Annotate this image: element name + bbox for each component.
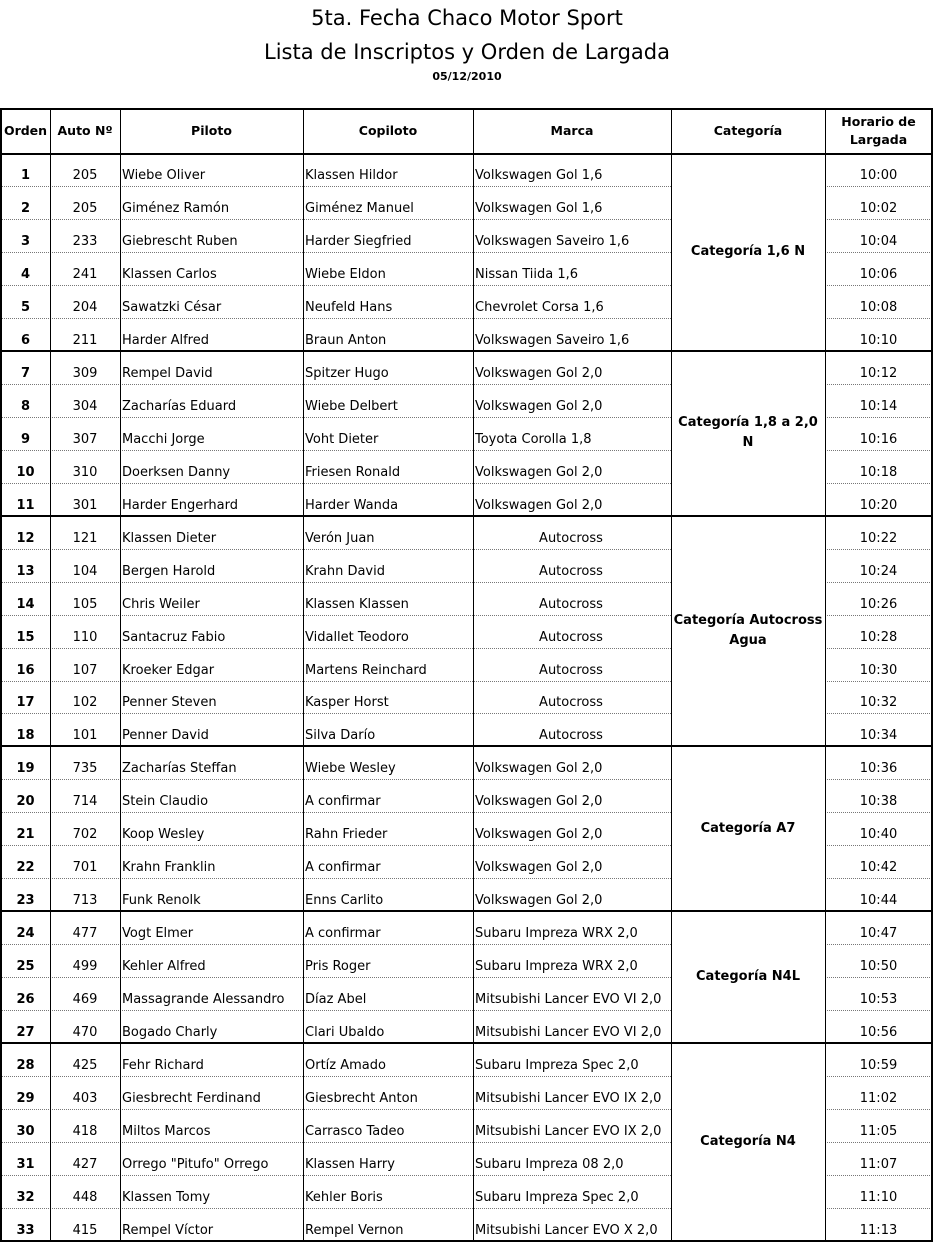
piloto-cell: Chris Weiler: [122, 596, 200, 612]
orden-cell: 2: [20, 200, 31, 216]
column-divider: [50, 108, 51, 1242]
row-divider: [825, 483, 932, 484]
piloto-cell: Rempel David: [122, 365, 213, 381]
auto-cell: 310: [72, 464, 98, 480]
orden-cell: 4: [20, 266, 31, 282]
auto-cell: 102: [72, 695, 98, 711]
marca-cell: Mitsubishi Lancer EVO X 2,0: [475, 1223, 658, 1238]
orden-cell: 11: [16, 497, 35, 513]
row-divider: [1, 615, 671, 616]
marca-cell: Subaru Impreza Spec 2,0: [475, 1058, 639, 1074]
auto-cell: 105: [72, 596, 98, 612]
marca-cell: Autocross: [539, 695, 603, 711]
marca-cell: Chevrolet Corsa 1,6: [475, 299, 604, 315]
row-divider: [1, 713, 671, 714]
copiloto-cell: Verón Juan: [305, 530, 375, 546]
horario-cell: 10:56: [859, 1025, 898, 1041]
auto-cell: 701: [72, 860, 98, 876]
horario-cell: 10:47: [859, 926, 898, 942]
row-divider: [1, 1076, 671, 1077]
piloto-cell: Santacruz Fabio: [122, 629, 226, 645]
piloto-cell: Klassen Carlos: [122, 266, 217, 282]
horario-cell: 11:07: [859, 1157, 898, 1173]
column-divider: [120, 108, 121, 1242]
row-divider: [1, 1208, 671, 1209]
row-divider: [825, 1010, 932, 1011]
marca-cell: Subaru Impreza Spec 2,0: [475, 1190, 639, 1206]
row-divider: [1, 977, 671, 978]
piloto-cell: Orrego "Pitufo" Orrego: [122, 1157, 269, 1173]
auto-cell: 499: [72, 959, 98, 975]
horario-cell: 10:08: [859, 299, 898, 315]
copiloto-cell: Giménez Manuel: [305, 200, 414, 216]
orden-cell: 9: [20, 431, 31, 447]
copiloto-cell: Neufeld Hans: [305, 299, 393, 315]
row-divider: [1, 1109, 671, 1110]
row-divider: [1, 417, 671, 418]
copiloto-cell: Ortíz Amado: [305, 1058, 386, 1074]
row-divider: [1, 944, 671, 945]
piloto-cell: Klassen Tomy: [122, 1190, 211, 1206]
orden-cell: 1: [20, 167, 31, 183]
marca-cell: Volkswagen Gol 2,0: [475, 794, 603, 810]
auto-cell: 418: [72, 1124, 98, 1140]
auto-cell: 415: [72, 1223, 98, 1238]
piloto-cell: Kroeker Edgar: [122, 662, 215, 678]
horario-cell: 10:42: [859, 860, 898, 876]
category-label: Categoría N4: [700, 1134, 796, 1150]
piloto-cell: Doerksen Danny: [122, 464, 231, 480]
horario-cell: 10:14: [859, 398, 898, 414]
auto-cell: 233: [72, 233, 98, 249]
marca-cell: Mitsubishi Lancer EVO VI 2,0: [475, 992, 662, 1008]
row-divider: [825, 582, 932, 583]
horario-cell: 10:26: [859, 596, 898, 612]
orden-cell: 32: [16, 1190, 35, 1206]
copiloto-cell: Harder Wanda: [305, 497, 399, 513]
auto-cell: 121: [72, 530, 98, 546]
orden-cell: 29: [16, 1091, 35, 1107]
row-divider: [1, 582, 671, 583]
horario-cell: 10:59: [859, 1058, 898, 1074]
copiloto-cell: Kehler Boris: [305, 1190, 383, 1206]
row-divider: [825, 285, 932, 286]
auto-cell: 477: [72, 926, 98, 942]
copiloto-cell: Clari Ubaldo: [305, 1025, 385, 1041]
horario-cell: 10:02: [859, 200, 898, 216]
page-title: 5ta. Fecha Chaco Motor Sport: [311, 6, 623, 30]
horario-cell: 10:28: [859, 629, 898, 645]
horario-cell: 11:05: [859, 1124, 898, 1140]
orden-cell: 20: [16, 794, 35, 810]
marca-cell: Subaru Impreza 08 2,0: [475, 1157, 624, 1173]
orden-cell: 12: [16, 530, 35, 546]
category-label: Categoría A7: [700, 820, 796, 836]
auto-cell: 307: [72, 431, 98, 447]
horario-cell: 10:20: [859, 497, 898, 513]
auto-cell: 714: [72, 794, 98, 810]
row-divider: [825, 318, 932, 319]
horario-cell: 10:32: [859, 695, 898, 711]
copiloto-cell: Voht Dieter: [305, 431, 379, 447]
horario-cell: 10:18: [859, 464, 898, 480]
piloto-cell: Kehler Alfred: [122, 959, 206, 975]
orden-cell: 31: [16, 1157, 35, 1173]
orden-cell: 18: [16, 728, 35, 744]
auto-cell: 469: [72, 992, 98, 1008]
auto-cell: 205: [72, 167, 98, 183]
horario-cell: 10:50: [859, 959, 898, 975]
horario-cell: 10:34: [859, 728, 898, 744]
piloto-cell: Macchi Jorge: [122, 431, 205, 447]
row-divider: [825, 1142, 932, 1143]
piloto-cell: Wiebe Oliver: [122, 167, 206, 183]
copiloto-cell: Friesen Ronald: [305, 464, 401, 480]
marca-cell: Volkswagen Saveiro 1,6: [475, 332, 630, 348]
copiloto-cell: Kasper Horst: [305, 695, 389, 711]
orden-cell: 23: [16, 893, 35, 909]
copiloto-cell: Carrasco Tadeo: [305, 1124, 405, 1140]
horario-cell: 10:12: [859, 365, 898, 381]
orden-cell: 26: [16, 992, 35, 1008]
row-divider: [1, 384, 671, 385]
copiloto-cell: Enns Carlito: [305, 893, 384, 909]
category-label: Categoría Autocross Agua: [673, 613, 823, 649]
copiloto-cell: Vidallet Teodoro: [305, 629, 409, 645]
piloto-cell: Sawatzki César: [122, 299, 222, 315]
auto-cell: 448: [72, 1190, 98, 1206]
copiloto-cell: A confirmar: [305, 860, 381, 876]
horario-cell: 11:10: [859, 1190, 898, 1206]
piloto-cell: Fehr Richard: [122, 1058, 204, 1074]
row-divider: [825, 219, 932, 220]
copiloto-cell: Wiebe Eldon: [305, 266, 386, 282]
auto-cell: 104: [72, 563, 98, 579]
piloto-cell: Klassen Dieter: [122, 530, 217, 546]
row-divider: [825, 681, 932, 682]
copiloto-cell: Wiebe Delbert: [305, 398, 398, 414]
copiloto-cell: Wiebe Wesley: [305, 761, 396, 777]
piloto-cell: Giménez Ramón: [122, 200, 230, 216]
row-divider: [1, 252, 671, 253]
copiloto-cell: Rahn Frieder: [305, 827, 388, 843]
marca-cell: Volkswagen Gol 1,6: [475, 200, 603, 216]
row-divider: [1, 1010, 671, 1011]
piloto-cell: Massagrande Alessandro: [122, 992, 285, 1008]
marca-cell: Volkswagen Gol 2,0: [475, 398, 603, 414]
piloto-cell: Harder Alfred: [122, 332, 209, 348]
marca-cell: Autocross: [539, 530, 603, 546]
row-divider: [1, 1175, 671, 1176]
piloto-cell: Penner David: [122, 728, 209, 744]
piloto-cell: Bogado Charly: [122, 1025, 218, 1041]
row-divider: [1, 779, 671, 780]
auto-cell: 241: [72, 266, 98, 282]
row-divider: [1, 285, 671, 286]
auto-cell: 101: [72, 728, 98, 744]
column-header: Piloto: [191, 122, 232, 138]
marca-cell: Volkswagen Gol 2,0: [475, 827, 603, 843]
row-divider: [1, 483, 671, 484]
orden-cell: 16: [16, 662, 35, 678]
copiloto-cell: Giesbrecht Anton: [305, 1091, 418, 1107]
column-divider: [473, 108, 474, 1242]
column-divider: [825, 108, 826, 1242]
piloto-cell: Harder Engerhard: [122, 497, 238, 513]
auto-cell: 425: [72, 1058, 98, 1074]
horario-cell: 10:04: [859, 233, 898, 249]
row-divider: [1, 219, 671, 220]
copiloto-cell: Krahn David: [305, 563, 385, 579]
auto-cell: 735: [72, 761, 98, 777]
row-divider: [825, 1109, 932, 1110]
marca-cell: Volkswagen Gol 2,0: [475, 860, 603, 876]
row-divider: [1, 318, 671, 319]
orden-cell: 6: [20, 332, 31, 348]
row-divider: [825, 812, 932, 813]
row-divider: [825, 1175, 932, 1176]
orden-cell: 19: [16, 761, 35, 777]
column-header: Copiloto: [358, 122, 418, 138]
copiloto-cell: Díaz Abel: [305, 992, 367, 1008]
horario-cell: 10:06: [859, 266, 898, 282]
copiloto-cell: Pris Roger: [305, 959, 371, 975]
row-divider: [1, 648, 671, 649]
row-divider: [1, 878, 671, 879]
column-header: Orden: [3, 122, 48, 138]
orden-cell: 7: [20, 365, 31, 381]
marca-cell: Mitsubishi Lancer EVO IX 2,0: [475, 1124, 662, 1140]
horario-cell: 10:24: [859, 563, 898, 579]
orden-cell: 8: [20, 398, 31, 414]
copiloto-cell: Braun Anton: [305, 332, 387, 348]
orden-cell: 5: [20, 299, 31, 315]
orden-cell: 33: [16, 1223, 35, 1238]
auto-cell: 427: [72, 1157, 98, 1173]
horario-cell: 10:10: [859, 332, 898, 348]
auto-cell: 470: [72, 1025, 98, 1041]
horario-cell: 11:13: [859, 1223, 898, 1238]
copiloto-cell: Spitzer Hugo: [305, 365, 389, 381]
marca-cell: Toyota Corolla 1,8: [475, 431, 592, 447]
row-divider: [825, 450, 932, 451]
marca-cell: Nissan Tiida 1,6: [475, 266, 579, 282]
row-divider: [825, 615, 932, 616]
column-header: Horario de Largada: [841, 113, 916, 147]
piloto-cell: Bergen Harold: [122, 563, 216, 579]
auto-cell: 309: [72, 365, 98, 381]
piloto-cell: Stein Claudio: [122, 794, 209, 810]
orden-cell: 22: [16, 860, 35, 876]
orden-cell: 17: [16, 695, 35, 711]
column-header: Auto Nº: [57, 122, 113, 138]
auto-cell: 107: [72, 662, 98, 678]
horario-cell: 10:53: [859, 992, 898, 1008]
marca-cell: Autocross: [539, 662, 603, 678]
orden-cell: 25: [16, 959, 35, 975]
row-divider: [825, 1208, 932, 1209]
piloto-cell: Giesbrecht Ferdinand: [122, 1091, 261, 1107]
row-divider: [825, 549, 932, 550]
event-date: 05/12/2010: [432, 70, 502, 83]
orden-cell: 21: [16, 827, 35, 843]
row-divider: [1, 186, 671, 187]
copiloto-cell: Rempel Vernon: [305, 1223, 404, 1238]
orden-cell: 10: [16, 464, 35, 480]
auto-cell: 110: [72, 629, 98, 645]
row-divider: [1, 681, 671, 682]
copiloto-cell: Klassen Harry: [305, 1157, 395, 1173]
auto-cell: 204: [72, 299, 98, 315]
piloto-cell: Miltos Marcos: [122, 1124, 211, 1140]
row-divider: [825, 417, 932, 418]
marca-cell: Autocross: [539, 563, 603, 579]
marca-cell: Volkswagen Gol 2,0: [475, 893, 603, 909]
row-divider: [1, 549, 671, 550]
row-divider: [825, 944, 932, 945]
column-divider: [671, 108, 672, 1242]
row-divider: [825, 977, 932, 978]
auto-cell: 211: [72, 332, 98, 348]
column-divider: [931, 108, 933, 1242]
copiloto-cell: Silva Darío: [305, 728, 376, 744]
copiloto-cell: Harder Siegfried: [305, 233, 412, 249]
orden-cell: 28: [16, 1058, 35, 1074]
auto-cell: 403: [72, 1091, 98, 1107]
orden-cell: 27: [16, 1025, 35, 1041]
marca-cell: Volkswagen Gol 2,0: [475, 365, 603, 381]
horario-cell: 10:36: [859, 761, 898, 777]
column-divider: [303, 108, 304, 1242]
row-divider: [825, 384, 932, 385]
orden-cell: 13: [16, 563, 35, 579]
row-divider: [825, 186, 932, 187]
piloto-cell: Zacharías Steffan: [122, 761, 237, 777]
piloto-cell: Zacharías Eduard: [122, 398, 237, 414]
copiloto-cell: A confirmar: [305, 794, 381, 810]
marca-cell: Volkswagen Saveiro 1,6: [475, 233, 630, 249]
horario-cell: 11:02: [859, 1091, 898, 1107]
marca-cell: Mitsubishi Lancer EVO VI 2,0: [475, 1025, 662, 1041]
marca-cell: Volkswagen Gol 2,0: [475, 497, 603, 513]
piloto-cell: Penner Steven: [122, 695, 217, 711]
row-divider: [825, 878, 932, 879]
row-divider: [1, 450, 671, 451]
marca-cell: Autocross: [539, 596, 603, 612]
row-divider: [1, 1240, 932, 1242]
piloto-cell: Krahn Franklin: [122, 860, 216, 876]
horario-cell: 10:40: [859, 827, 898, 843]
piloto-cell: Funk Renolk: [122, 893, 201, 909]
orden-cell: 3: [20, 233, 31, 249]
horario-cell: 10:16: [859, 431, 898, 447]
row-divider: [1, 108, 932, 110]
row-divider: [1, 845, 671, 846]
horario-cell: 10:44: [859, 893, 898, 909]
row-divider: [1, 1142, 671, 1143]
marca-cell: Autocross: [539, 728, 603, 744]
row-divider: [825, 779, 932, 780]
row-divider: [825, 648, 932, 649]
category-label: Categoría 1,6 N: [690, 243, 806, 259]
page-subtitle: Lista de Inscriptos y Orden de Largada: [264, 40, 670, 64]
piloto-cell: Giebrescht Ruben: [122, 233, 238, 249]
marca-cell: Mitsubishi Lancer EVO IX 2,0: [475, 1091, 662, 1107]
piloto-cell: Koop Wesley: [122, 827, 205, 843]
row-divider: [825, 713, 932, 714]
marca-cell: Autocross: [539, 629, 603, 645]
marca-cell: Volkswagen Gol 1,6: [475, 167, 603, 183]
horario-cell: 10:30: [859, 662, 898, 678]
column-header: Categoría: [713, 122, 783, 138]
orden-cell: 30: [16, 1124, 35, 1140]
row-divider: [825, 252, 932, 253]
marca-cell: Volkswagen Gol 2,0: [475, 761, 603, 777]
horario-cell: 10:00: [859, 167, 898, 183]
category-label: Categoría N4L: [696, 969, 800, 985]
row-divider: [825, 1076, 932, 1077]
piloto-cell: Rempel Víctor: [122, 1223, 214, 1238]
auto-cell: 304: [72, 398, 98, 414]
auto-cell: 713: [72, 893, 98, 909]
column-header: Marca: [550, 122, 594, 138]
marca-cell: Volkswagen Gol 2,0: [475, 464, 603, 480]
row-divider: [1, 812, 671, 813]
copiloto-cell: A confirmar: [305, 926, 381, 942]
marca-cell: Subaru Impreza WRX 2,0: [475, 959, 638, 975]
column-divider: [0, 108, 2, 1242]
row-divider: [825, 845, 932, 846]
copiloto-cell: Martens Reinchard: [305, 662, 427, 678]
auto-cell: 205: [72, 200, 98, 216]
auto-cell: 301: [72, 497, 98, 513]
piloto-cell: Vogt Elmer: [122, 926, 194, 942]
copiloto-cell: Klassen Hildor: [305, 167, 398, 183]
copiloto-cell: Klassen Klassen: [305, 596, 409, 612]
marca-cell: Subaru Impreza WRX 2,0: [475, 926, 638, 942]
orden-cell: 15: [16, 629, 35, 645]
orden-cell: 24: [16, 926, 35, 942]
category-label: Categoría 1,8 a 2,0 N: [678, 415, 818, 451]
orden-cell: 14: [16, 596, 35, 612]
auto-cell: 702: [72, 827, 98, 843]
horario-cell: 10:22: [859, 530, 898, 546]
horario-cell: 10:38: [859, 794, 898, 810]
